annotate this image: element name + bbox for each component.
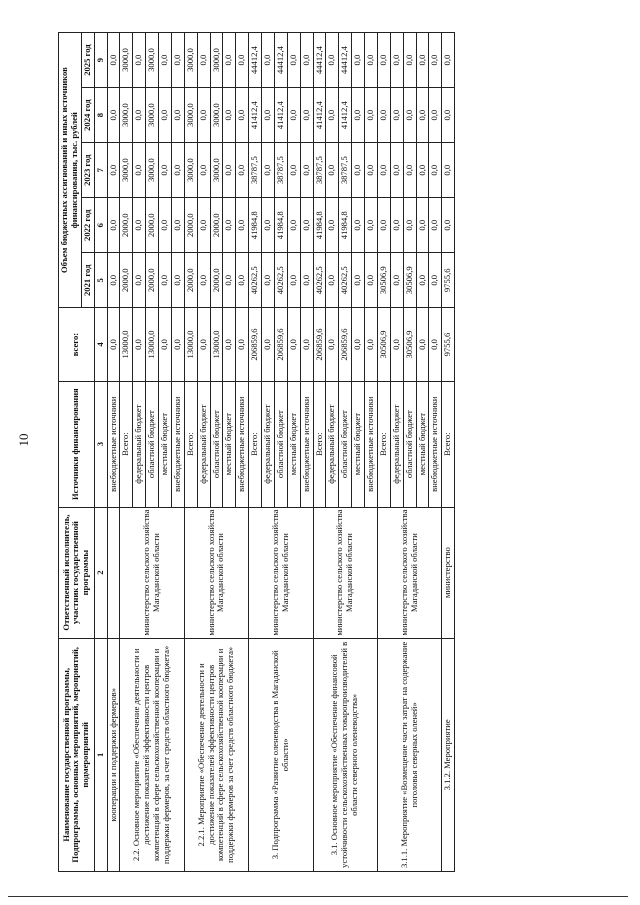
total-value-cell: 9755,6 xyxy=(442,308,455,381)
year-value-cell: 41412,4 xyxy=(274,88,287,143)
year-value-cell: 0,0 xyxy=(262,33,275,88)
year-value-cell: 2000,0 xyxy=(184,198,197,253)
year-value-cell: 30506,9 xyxy=(403,253,416,308)
year-value-cell: 0,0 xyxy=(107,33,120,88)
year-value-cell: 2000,0 xyxy=(146,198,159,253)
year-value-cell: 0,0 xyxy=(429,198,442,253)
funding-source-cell: внебюджетные источники xyxy=(429,381,442,507)
year-value-cell: 41412,4 xyxy=(313,88,326,143)
program-name-cell: 3.1.2. Мероприятие xyxy=(442,638,455,871)
year-value-cell: 0,0 xyxy=(287,198,300,253)
program-name-cell: 2.2. Основное мероприятие «Обеспечение деятельности и достижение показателей эффективности центров компетенций в сфере сельскохозяйственной кооперации и поддержки фермеров, за счет средств областного бюджета» xyxy=(120,638,184,871)
funding-source-cell: внебюджетные источники xyxy=(365,381,378,507)
year-value-cell: 2000,0 xyxy=(184,253,197,308)
funding-source-cell: местный бюджет xyxy=(159,381,172,507)
year-value-cell: 0,0 xyxy=(300,33,313,88)
column-index: 8 xyxy=(94,88,107,143)
column-index: 4 xyxy=(94,308,107,381)
year-value-cell: 0,0 xyxy=(326,143,339,198)
funding-source-cell: федеральный бюджет xyxy=(326,381,339,507)
year-value-cell: 0,0 xyxy=(442,33,455,88)
year-value-cell: 0,0 xyxy=(236,88,249,143)
header-year: 2024 год xyxy=(81,88,94,143)
year-value-cell: 0,0 xyxy=(171,143,184,198)
funding-source-cell: местный бюджет xyxy=(287,381,300,507)
year-value-cell: 0,0 xyxy=(262,143,275,198)
year-value-cell: 0,0 xyxy=(300,198,313,253)
year-value-cell: 0,0 xyxy=(236,33,249,88)
year-value-cell: 3000,0 xyxy=(120,88,133,143)
year-value-cell: 0,0 xyxy=(403,143,416,198)
table-row xyxy=(442,33,455,872)
year-value-cell: 0,0 xyxy=(352,143,365,198)
header-total: всего: xyxy=(59,308,95,381)
year-value-cell: 0,0 xyxy=(403,88,416,143)
year-value-cell: 44412,4 xyxy=(339,33,352,88)
year-value-cell: 0,0 xyxy=(326,253,339,308)
year-value-cell: 0,0 xyxy=(365,33,378,88)
year-value-cell: 0,0 xyxy=(287,253,300,308)
total-value-cell: 206859,6 xyxy=(249,308,262,381)
year-value-cell: 0,0 xyxy=(429,253,442,308)
year-value-cell: 0,0 xyxy=(107,88,120,143)
year-value-cell: 0,0 xyxy=(416,198,429,253)
funding-source-cell: областной бюджет xyxy=(274,381,287,507)
total-value-cell: 206859,6 xyxy=(339,308,352,381)
responsible-cell: министерство xyxy=(442,507,455,638)
year-value-cell: 0,0 xyxy=(352,198,365,253)
funding-source-cell: областной бюджет xyxy=(146,381,159,507)
year-value-cell: 2000,0 xyxy=(146,253,159,308)
total-value-cell: 30506,9 xyxy=(377,308,390,381)
year-value-cell: 0,0 xyxy=(171,198,184,253)
total-value-cell: 0,0 xyxy=(236,308,249,381)
year-value-cell: 30506,9 xyxy=(377,253,390,308)
funding-source-cell: федеральный бюджет xyxy=(262,381,275,507)
page-bottom-rule xyxy=(8,896,628,897)
year-value-cell: 41984,8 xyxy=(274,198,287,253)
year-value-cell: 0,0 xyxy=(262,198,275,253)
header-year: 2025 год xyxy=(81,33,94,88)
column-index: 2 xyxy=(94,507,107,638)
year-value-cell: 0,0 xyxy=(390,143,403,198)
total-value-cell: 0,0 xyxy=(429,308,442,381)
total-value-cell: 13000,0 xyxy=(210,308,223,381)
funding-source-cell: федеральный бюджет xyxy=(197,381,210,507)
year-value-cell: 0,0 xyxy=(390,198,403,253)
year-value-cell: 0,0 xyxy=(352,253,365,308)
header-funding-group: Объем бюджетных ассигнований и иных источников финансирования, тыс. рублей xyxy=(59,33,82,308)
year-value-cell: 38787,5 xyxy=(339,143,352,198)
year-value-cell: 40262,5 xyxy=(274,253,287,308)
year-value-cell: 2000,0 xyxy=(210,253,223,308)
table-row xyxy=(313,33,326,872)
table-row xyxy=(184,33,197,872)
total-value-cell: 0,0 xyxy=(107,308,120,381)
year-value-cell: 44412,4 xyxy=(313,33,326,88)
total-value-cell: 206859,6 xyxy=(313,308,326,381)
year-value-cell: 3000,0 xyxy=(210,88,223,143)
year-value-cell: 0,0 xyxy=(287,88,300,143)
year-value-cell: 0,0 xyxy=(326,88,339,143)
page-number: 10 xyxy=(16,433,31,447)
column-index: 6 xyxy=(94,198,107,253)
year-value-cell: 0,0 xyxy=(365,198,378,253)
total-value-cell: 0,0 xyxy=(365,308,378,381)
year-value-cell: 0,0 xyxy=(429,143,442,198)
funding-source-cell: внебюджетные источники xyxy=(107,381,120,507)
year-value-cell: 38787,5 xyxy=(313,143,326,198)
year-value-cell: 0,0 xyxy=(223,143,236,198)
rotated-table-container xyxy=(58,32,578,872)
year-value-cell: 41412,4 xyxy=(249,88,262,143)
funding-source-cell: внебюджетные источники xyxy=(236,381,249,507)
total-value-cell: 206859,6 xyxy=(274,308,287,381)
funding-source-cell: областной бюджет xyxy=(210,381,223,507)
year-value-cell: 0,0 xyxy=(262,88,275,143)
total-value-cell: 0,0 xyxy=(390,308,403,381)
funding-source-cell: Всего: xyxy=(442,381,455,507)
header-year: 2022 год xyxy=(81,198,94,253)
year-value-cell: 38787,5 xyxy=(274,143,287,198)
responsible-cell xyxy=(107,507,120,638)
table-row xyxy=(377,33,390,872)
year-value-cell: 0,0 xyxy=(133,198,146,253)
year-value-cell: 0,0 xyxy=(159,253,172,308)
year-value-cell: 0,0 xyxy=(159,198,172,253)
year-value-cell: 0,0 xyxy=(377,143,390,198)
funding-source-cell: Всего: xyxy=(377,381,390,507)
funding-source-cell: местный бюджет xyxy=(223,381,236,507)
year-value-cell: 0,0 xyxy=(300,253,313,308)
year-value-cell: 0,0 xyxy=(352,33,365,88)
year-value-cell: 0,0 xyxy=(159,33,172,88)
year-value-cell: 3000,0 xyxy=(184,88,197,143)
year-value-cell: 38787,5 xyxy=(249,143,262,198)
funding-source-cell: местный бюджет xyxy=(352,381,365,507)
year-value-cell: 0,0 xyxy=(403,198,416,253)
year-value-cell: 0,0 xyxy=(133,253,146,308)
year-value-cell: 0,0 xyxy=(236,198,249,253)
year-value-cell: 40262,5 xyxy=(339,253,352,308)
funding-source-cell: федеральный бюджет xyxy=(133,381,146,507)
table-row xyxy=(107,33,120,872)
responsible-cell: министерство сельского хозяйства Магаданской области xyxy=(313,507,377,638)
year-value-cell: 0,0 xyxy=(133,33,146,88)
year-value-cell: 0,0 xyxy=(416,143,429,198)
header-year: 2023 год xyxy=(81,143,94,198)
responsible-cell: министерство сельского хозяйства Магаданской области xyxy=(377,507,441,638)
program-name-cell: 3.1.1. Мероприятие «Возмещение части затрат на содержание поголовья северных оленей» xyxy=(377,638,441,871)
year-value-cell: 44412,4 xyxy=(274,33,287,88)
year-value-cell: 0,0 xyxy=(107,198,120,253)
year-value-cell: 0,0 xyxy=(416,33,429,88)
total-value-cell: 0,0 xyxy=(223,308,236,381)
year-value-cell: 0,0 xyxy=(390,253,403,308)
year-value-cell: 0,0 xyxy=(377,33,390,88)
budget-table xyxy=(58,32,455,872)
responsible-cell: министерство сельского хозяйства Магаданской области xyxy=(249,507,313,638)
year-value-cell: 0,0 xyxy=(197,143,210,198)
column-index: 5 xyxy=(94,253,107,308)
year-value-cell: 0,0 xyxy=(365,143,378,198)
year-value-cell: 0,0 xyxy=(197,33,210,88)
funding-source-cell: Всего: xyxy=(120,381,133,507)
year-value-cell: 0,0 xyxy=(133,88,146,143)
year-value-cell: 0,0 xyxy=(377,198,390,253)
total-value-cell: 13000,0 xyxy=(184,308,197,381)
total-value-cell: 13000,0 xyxy=(146,308,159,381)
total-value-cell: 0,0 xyxy=(159,308,172,381)
year-value-cell: 3000,0 xyxy=(146,88,159,143)
year-value-cell: 3000,0 xyxy=(146,33,159,88)
year-value-cell: 0,0 xyxy=(429,88,442,143)
year-value-cell: 0,0 xyxy=(352,88,365,143)
funding-source-cell: Всего: xyxy=(313,381,326,507)
year-value-cell: 0,0 xyxy=(377,88,390,143)
year-value-cell: 0,0 xyxy=(171,253,184,308)
funding-source-cell: Всего: xyxy=(184,381,197,507)
year-value-cell: 0,0 xyxy=(171,33,184,88)
year-value-cell: 0,0 xyxy=(223,88,236,143)
funding-source-cell: внебюджетные источники xyxy=(171,381,184,507)
year-value-cell: 0,0 xyxy=(442,198,455,253)
program-name-cell: кооперации и поддержки фермеров» xyxy=(107,638,120,871)
program-name-cell: 3. Подпрограмма «Развитие оленеводства в Магаданской области» xyxy=(249,638,313,871)
year-value-cell: 2000,0 xyxy=(120,253,133,308)
year-value-cell: 0,0 xyxy=(197,88,210,143)
year-value-cell: 0,0 xyxy=(390,88,403,143)
year-value-cell: 0,0 xyxy=(403,33,416,88)
year-value-cell: 0,0 xyxy=(300,143,313,198)
year-value-cell: 0,0 xyxy=(287,33,300,88)
column-index: 7 xyxy=(94,143,107,198)
year-value-cell: 0,0 xyxy=(390,33,403,88)
funding-source-cell: Всего: xyxy=(249,381,262,507)
year-value-cell: 40262,5 xyxy=(249,253,262,308)
year-value-cell: 3000,0 xyxy=(120,33,133,88)
year-value-cell: 0,0 xyxy=(197,253,210,308)
year-value-cell: 41984,8 xyxy=(313,198,326,253)
year-value-cell: 0,0 xyxy=(223,253,236,308)
year-value-cell: 0,0 xyxy=(159,88,172,143)
total-value-cell: 0,0 xyxy=(300,308,313,381)
year-value-cell: 0,0 xyxy=(442,143,455,198)
header-source: Источники финансирования xyxy=(59,381,95,507)
year-value-cell: 0,0 xyxy=(197,198,210,253)
year-value-cell: 40262,5 xyxy=(313,253,326,308)
total-value-cell: 0,0 xyxy=(352,308,365,381)
funding-source-cell: областной бюджет xyxy=(339,381,352,507)
year-value-cell: 0,0 xyxy=(326,33,339,88)
year-value-cell: 0,0 xyxy=(107,143,120,198)
year-value-cell: 0,0 xyxy=(300,88,313,143)
responsible-cell: министерство сельского хозяйства Магаданской области xyxy=(184,507,248,638)
year-value-cell: 0,0 xyxy=(287,143,300,198)
responsible-cell: министерство сельского хозяйства Магаданской области xyxy=(120,507,184,638)
year-value-cell: 3000,0 xyxy=(184,33,197,88)
funding-source-cell: федеральный бюджет xyxy=(390,381,403,507)
year-value-cell: 44412,4 xyxy=(249,33,262,88)
year-value-cell: 9755,6 xyxy=(442,253,455,308)
header-year: 2021 год xyxy=(81,253,94,308)
year-value-cell: 0,0 xyxy=(171,88,184,143)
total-value-cell: 0,0 xyxy=(326,308,339,381)
table-row xyxy=(120,33,133,872)
year-value-cell: 3000,0 xyxy=(146,143,159,198)
year-value-cell: 0,0 xyxy=(223,33,236,88)
year-value-cell: 41984,8 xyxy=(249,198,262,253)
total-value-cell: 13000,0 xyxy=(120,308,133,381)
total-value-cell: 0,0 xyxy=(197,308,210,381)
total-value-cell: 0,0 xyxy=(416,308,429,381)
year-value-cell: 3000,0 xyxy=(120,143,133,198)
funding-source-cell: областной бюджет xyxy=(403,381,416,507)
year-value-cell: 0,0 xyxy=(262,253,275,308)
program-name-cell: 2.2.1. Мероприятие «Обеспечение деятельности и достижение показателей эффективности центров компетенций в сфере сельскохозяйственной кооперации и поддержки фермеров за счет средств областного бюджета» xyxy=(184,638,248,871)
column-index: 9 xyxy=(94,33,107,88)
year-value-cell: 3000,0 xyxy=(210,143,223,198)
year-value-cell: 0,0 xyxy=(223,198,236,253)
year-value-cell: 3000,0 xyxy=(184,143,197,198)
total-value-cell: 30506,9 xyxy=(403,308,416,381)
year-value-cell: 0,0 xyxy=(429,33,442,88)
total-value-cell: 0,0 xyxy=(171,308,184,381)
year-value-cell: 0,0 xyxy=(416,88,429,143)
year-value-cell: 0,0 xyxy=(107,253,120,308)
column-index: 3 xyxy=(94,381,107,507)
year-value-cell: 0,0 xyxy=(159,143,172,198)
year-value-cell: 41984,8 xyxy=(339,198,352,253)
year-value-cell: 0,0 xyxy=(326,198,339,253)
program-name-cell: 3.1. Основное мероприятие «Обеспечение финансовой устойчивости сельскохозяйственных товаропроизводителей в области северного оленеводства» xyxy=(313,638,377,871)
year-value-cell: 0,0 xyxy=(133,143,146,198)
funding-source-cell: местный бюджет xyxy=(416,381,429,507)
year-value-cell: 0,0 xyxy=(365,88,378,143)
header-name: Наименование государственной программы, Подпрограммы, основных мероприятий, мероприятий, подмероприятий xyxy=(59,638,95,871)
table-row xyxy=(249,33,262,872)
header-responsible: Ответственный исполнитель, участник государственной программы xyxy=(59,507,95,638)
table-body xyxy=(107,33,455,872)
year-value-cell: 0,0 xyxy=(236,253,249,308)
total-value-cell: 0,0 xyxy=(287,308,300,381)
year-value-cell: 0,0 xyxy=(416,253,429,308)
funding-source-cell: внебюджетные источники xyxy=(300,381,313,507)
year-value-cell: 3000,0 xyxy=(210,33,223,88)
total-value-cell: 0,0 xyxy=(133,308,146,381)
column-index: 1 xyxy=(94,638,107,871)
year-value-cell: 0,0 xyxy=(442,88,455,143)
total-value-cell: 0,0 xyxy=(262,308,275,381)
year-value-cell: 41412,4 xyxy=(339,88,352,143)
year-value-cell: 2000,0 xyxy=(210,198,223,253)
year-value-cell: 0,0 xyxy=(236,143,249,198)
year-value-cell: 0,0 xyxy=(365,253,378,308)
year-value-cell: 2000,0 xyxy=(120,198,133,253)
